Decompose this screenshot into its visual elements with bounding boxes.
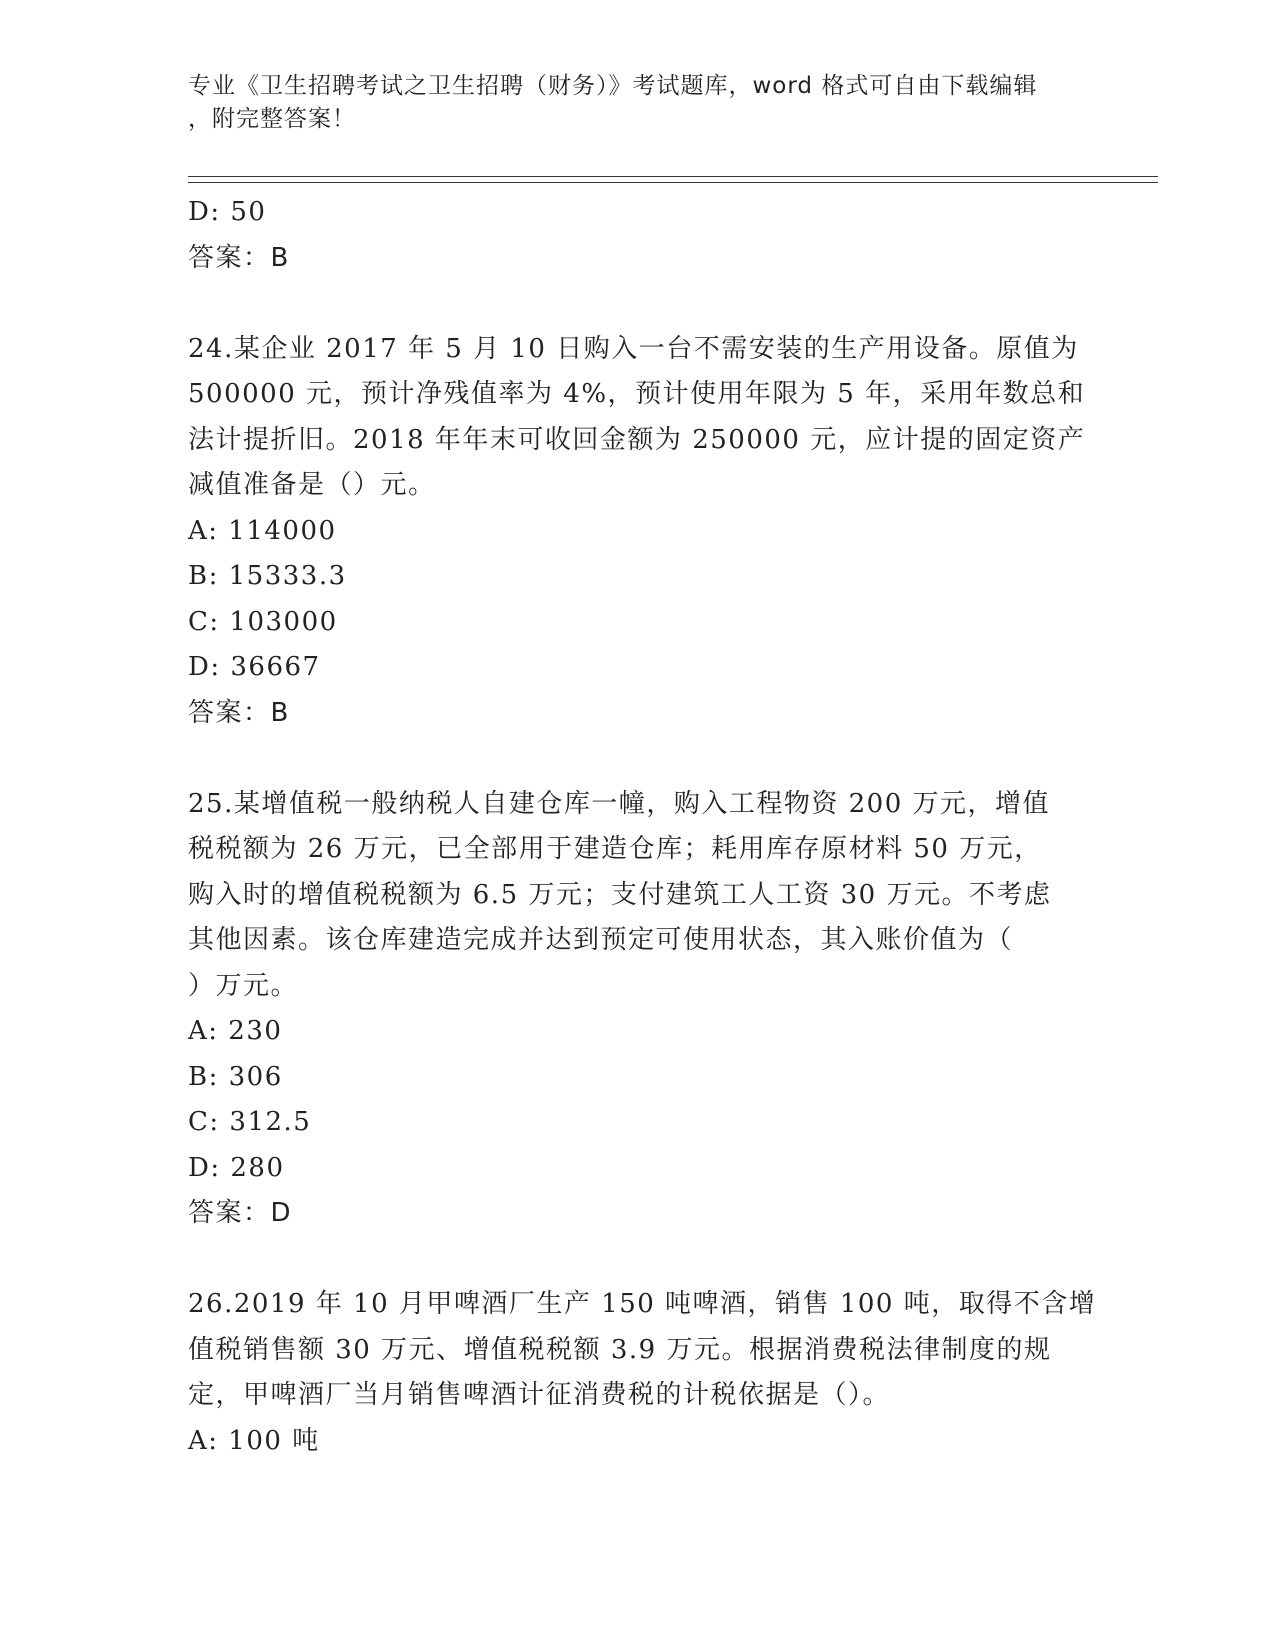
option-b: B: 306 [188,1061,283,1092]
header-rule-bottom [188,182,1158,183]
answer: 答案：B [188,242,290,273]
question-text-line: 26.2019 年 10 月甲啤酒厂生产 150 吨啤酒，销售 100 吨，取得不含增 [188,1289,1097,1319]
question-text-line: 500000 元，预计净残值率为 4%，预计使用年限为 5 年，采用年数总和 [188,379,1086,409]
spacer [188,281,1088,327]
question-text-line: ）万元。 [188,970,299,1001]
question-text-line: 定，甲啤酒厂当月销售啤酒计征消费税的计税依据是（）。 [188,1380,891,1410]
question-text-line: 25.某增值税一般纳税人自建仓库一幢，购入工程物资 200 万元，增值 [188,788,1051,819]
question-23-tail [188,190,1088,281]
question-text-line: 值税销售额 30 万元、增值税税额 3.9 万元。根据消费税法律制度的规 [188,1334,1052,1365]
question-25 [188,782,1088,1237]
question-text-line: 其他因素。该仓库建造完成并达到预定可使用状态，其入账价值为（ [188,925,1014,955]
spacer [188,736,1088,782]
header-rule-top [188,176,1158,177]
question-text-line: 24.某企业 2017 年 5 月 10 日购入一台不需安装的生产用设备。原值为 [188,333,1079,364]
option-c: C: 312.5 [188,1107,312,1137]
question-text-line: 法计提折旧。2018 年年末可收回金额为 250000 元，应计提的固定资产 [188,424,1086,455]
option-a: A: 114000 [188,515,337,546]
option-d: D: 50 [188,197,267,227]
option-a: A: 230 [188,1016,283,1046]
spacer [188,1237,1088,1283]
header-line-2: ，附完整答案！ [188,106,356,132]
option-d: D: 280 [188,1152,285,1183]
document-header [188,70,1088,136]
question-text-line: 税税额为 26 万元，已全部用于建造仓库；耗用库存原材料 50 万元， [188,834,1042,864]
question-text-line: 减值准备是（）元。 [188,470,436,500]
answer: 答案：B [188,697,290,728]
header-line-1: 专业《卫生招聘考试之卫生招聘（财务）》考试题库，word 格式可自由下载编辑 [188,73,1038,99]
option-b: B: 15333.3 [188,561,347,591]
option-a: A: 100 吨 [188,1425,320,1456]
question-26 [188,1282,1097,1464]
answer: 答案：D [188,1198,293,1228]
question-24 [188,327,1088,737]
option-c: C: 103000 [188,606,338,637]
document-body [188,190,1097,1464]
option-d: D: 36667 [188,652,321,682]
question-text-line: 购入时的增值税税额为 6.5 万元；支付建筑工人工资 30 万元。不考虑 [188,879,1052,910]
